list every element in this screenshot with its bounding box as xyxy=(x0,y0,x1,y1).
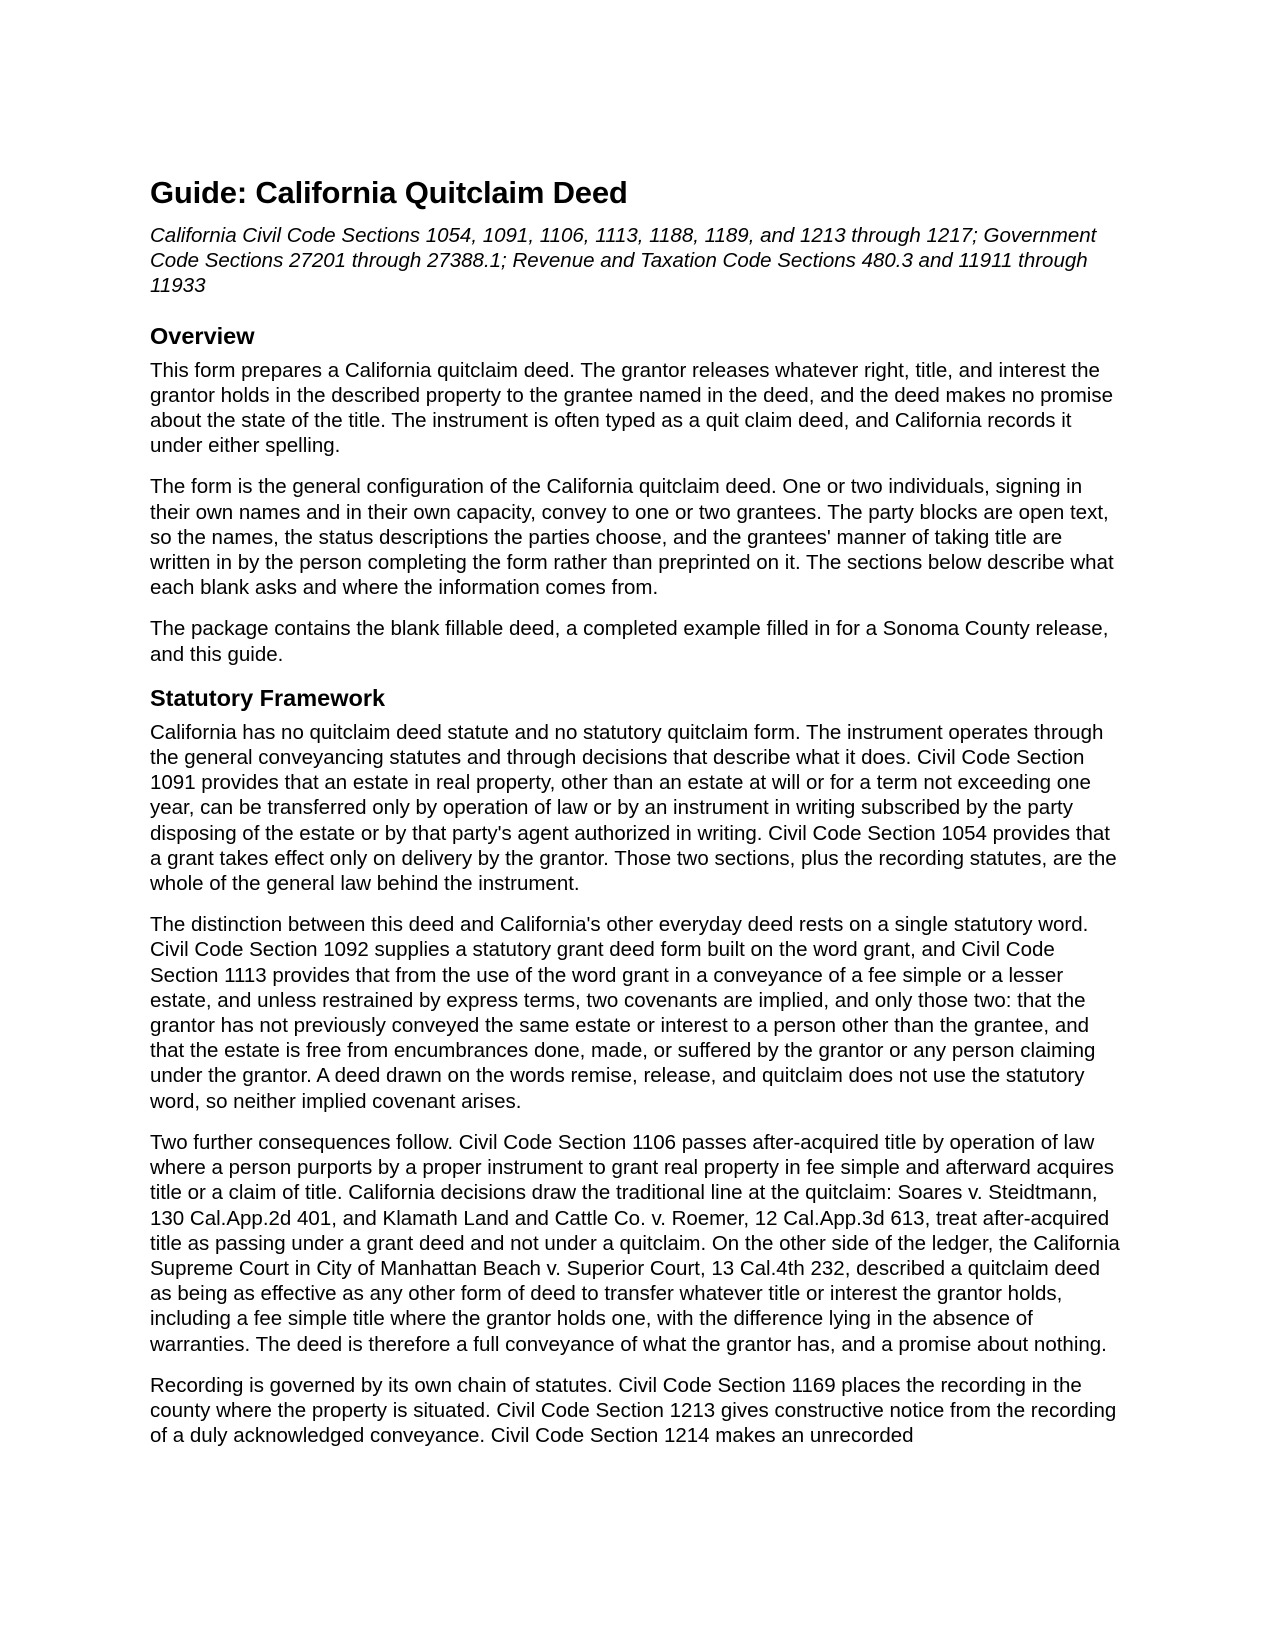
document-title: Guide: California Quitclaim Deed xyxy=(150,175,628,210)
document-page xyxy=(150,172,1125,1464)
paragraph: Recording is governed by its own chain of statutes. Civil Code Section 1169 places the recording in the county where the property is situated. Civil Code Section 1213 gives constructive notice from the recording of a duly acknowledged conveyance. Civil Code Section 1214 makes an unrecorded xyxy=(150,1373,1117,1448)
paragraph: Two further consequences follow. Civil Code Section 1106 passes after-acquired title by operation of law where a person purports by a proper instrument to grant real property in fee simple and afterward acquires title or a claim of title. California decisions draw the traditional line at the quitclaim: Soares v. Steidtmann, 130 Cal.App.2d 401, and Klamath Land and Cattle Co. v. Roemer, 12 Cal.App.3d 613, treat after-acquired title as passing under a grant deed and not under a quitclaim. On the other side of the ledger, the California Supreme Court in City of Manhattan Beach v. Superior Court, 13 Cal.4th 232, described a quitclaim deed as being as effective as any other form of deed to transfer whatever title or interest the grantor holds, including a fee simple title where the grantor holds one, with the difference lying in the absence of warranties. The deed is therefore a full conveyance of what the grantor has, and a promise about nothing. xyxy=(150,1130,1120,1356)
section-heading: Overview xyxy=(150,322,255,349)
paragraph: The package contains the blank fillable deed, a completed example filled in for a Sonoma County release, and this guide. xyxy=(150,617,1109,666)
paragraph: The distinction between this deed and California's other everyday deed rests on a single statutory word. Civil Code Section 1092 supplies a statutory grant deed form built on the word grant, and Civil Code Section 1113 provides that from the use of the word grant in a conveyance of a fee simple or a lesser estate, and unless restrained by express terms, two covenants are implied, and only those two: that the grantor has not previously conveyed the same estate or interest to a person other than the grantee, and that the estate is free from encumbrances done, made, or suffered by the grantor or any person claiming under the grantor. A deed drawn on the words remise, release, and quitclaim does not use the statutory word, so neither implied covenant arises. xyxy=(150,913,1096,1113)
paragraph: The form is the general configuration of the California quitclaim deed. One or two individuals, signing in their own names and in their own capacity, convey to one or two grantees. The party blocks are open text, so the names, the status descriptions the parties choose, and the grantees' manner of taking title are written in by the person completing the form rather than preprinted on it. The sections below describe what each blank asks and where the information comes from. xyxy=(150,475,1114,600)
section-statutory-framework xyxy=(150,683,1125,1448)
section-heading: Statutory Framework xyxy=(150,684,386,711)
statute-citation: California Civil Code Sections 1054, 1091, 1106, 1113, 1188, 1189, and 1213 through 1217; Government Code Sections 27201 through 27388.1; Revenue and Taxation Code Sections 480.3 and 11911 through 11933 xyxy=(150,224,1097,298)
paragraph: This form prepares a California quitclaim deed. The grantor releases whatever right, title, and interest the grantor holds in the described property to the grantee named in the deed, and the deed makes no promise about the state of the title. The instrument is often typed as a quit claim deed, and California records it under either spelling. xyxy=(150,358,1113,458)
section-overview xyxy=(150,321,1125,667)
paragraph: California has no quitclaim deed statute and no statutory quitclaim form. The instrument operates through the general conveyancing statutes and through decisions that describe what it does. Civil Code Section 1091 provides that an estate in real property, other than an estate at will or for a term not exceeding one year, can be transferred only by operation of law or by an instrument in writing subscribed by the party disposing of the estate or by that party's agent authorized in writing. Civil Code Section 1054 provides that a grant takes effect only on delivery by the grantor. Those two sections, plus the recording statutes, are the whole of the general law behind the instrument. xyxy=(150,720,1117,896)
